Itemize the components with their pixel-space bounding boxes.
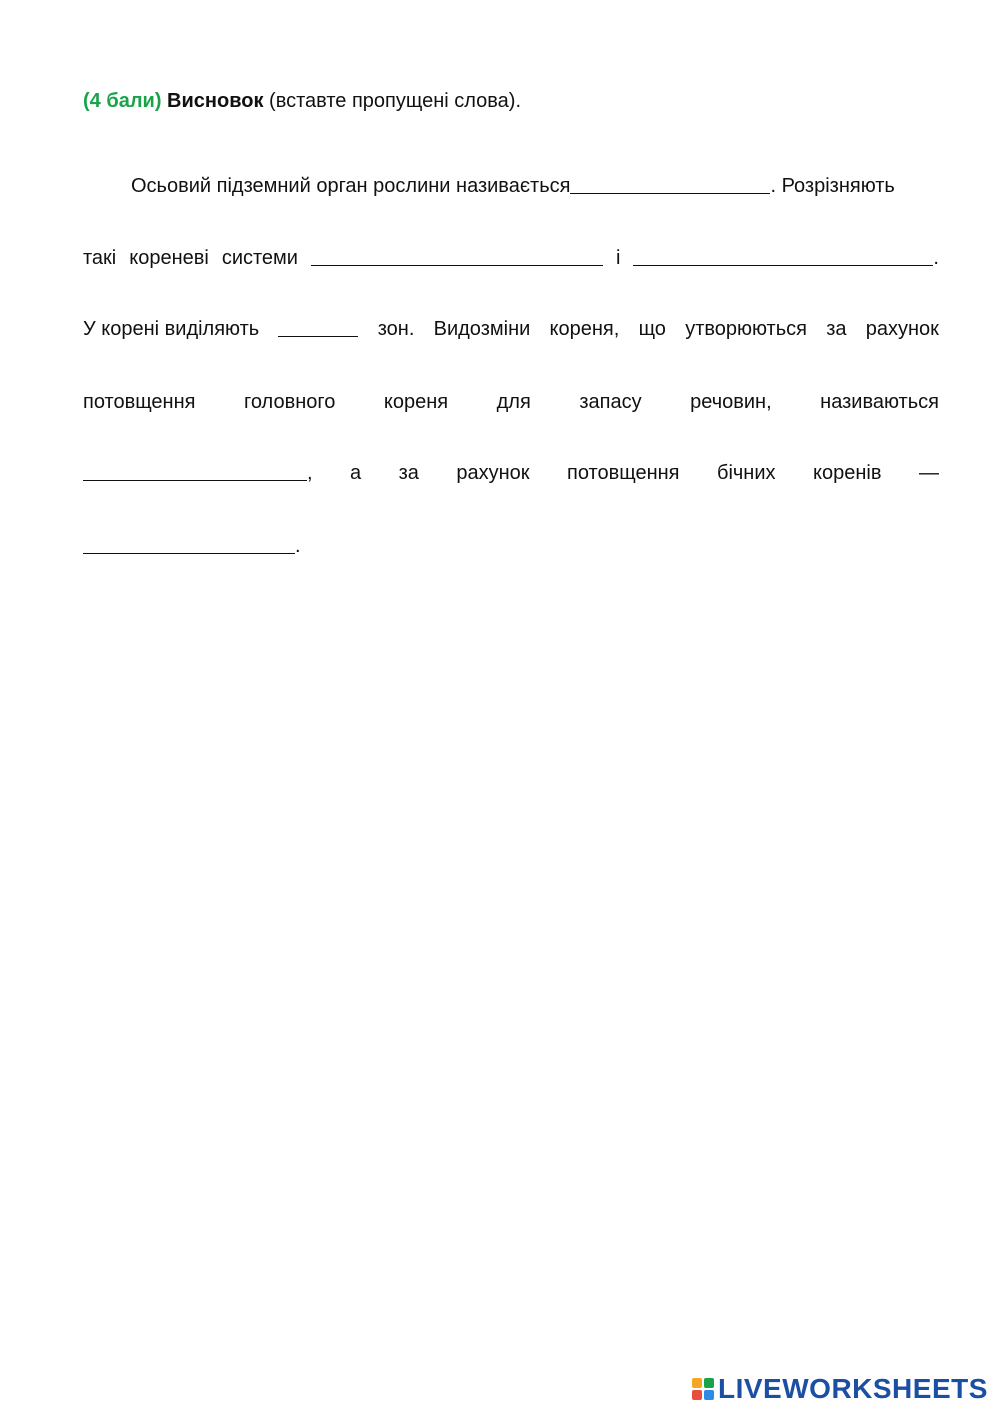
word: називаються xyxy=(820,391,939,413)
paragraph-line-4 xyxy=(83,389,939,415)
word: а xyxy=(350,462,362,484)
paragraph-line-2 xyxy=(83,245,939,271)
sentence-text: . Розрізняють xyxy=(770,175,895,197)
liveworksheets-brand[interactable] xyxy=(692,1372,988,1406)
word: за xyxy=(826,318,847,340)
word: бічних xyxy=(716,462,776,484)
answer-blank-5[interactable] xyxy=(83,462,307,481)
word: і xyxy=(615,247,621,269)
logo-square-blue xyxy=(704,1390,714,1400)
blank-with-comma xyxy=(83,460,313,486)
word: для xyxy=(496,391,531,413)
comma: , xyxy=(307,462,313,484)
word: рахунок xyxy=(865,318,939,340)
word: кореня xyxy=(383,391,449,413)
word: кореня, xyxy=(549,318,620,340)
word: утворюються xyxy=(685,318,807,340)
answer-blank-2[interactable] xyxy=(311,247,603,266)
period: . xyxy=(933,247,939,269)
word: У корені виділяють xyxy=(83,318,260,340)
paragraph-line-3 xyxy=(83,316,939,342)
word: потовщення xyxy=(83,391,196,413)
paragraph-line-6 xyxy=(83,533,939,559)
dash: — xyxy=(918,462,939,484)
word: рахунок xyxy=(456,462,530,484)
word: потовщення xyxy=(567,462,680,484)
word: що xyxy=(638,318,666,340)
word: головного xyxy=(244,391,336,413)
answer-blank-6[interactable] xyxy=(83,535,295,554)
task-title: Висновок xyxy=(167,90,264,112)
logo-square-green xyxy=(704,1378,714,1388)
brand-name: LIVEWORKSHEETS xyxy=(718,1373,988,1404)
points-label: (4 бали) xyxy=(83,90,162,112)
answer-blank-4[interactable] xyxy=(278,318,358,337)
word: такі xyxy=(83,247,117,269)
task-instruction: (вставте пропущені слова). xyxy=(269,90,522,112)
sentence-text: Осьовий підземний орган рослини називається xyxy=(131,175,571,197)
word: Видозміни xyxy=(433,318,531,340)
paragraph-line-1 xyxy=(83,173,939,199)
answer-blank-1[interactable] xyxy=(570,175,770,194)
logo-square-red xyxy=(692,1390,702,1400)
paragraph-line-5 xyxy=(83,460,939,486)
answer-blank-3[interactable] xyxy=(633,247,933,266)
word: кореневі xyxy=(129,247,209,269)
task-heading xyxy=(83,88,521,114)
word: коренів xyxy=(813,462,882,484)
word: речовин, xyxy=(690,391,772,413)
period: . xyxy=(295,535,301,557)
blank-with-period xyxy=(633,245,939,271)
word: запасу xyxy=(579,391,642,413)
word: системи xyxy=(221,247,298,269)
logo-square-orange xyxy=(692,1378,702,1388)
liveworksheets-logo-icon xyxy=(692,1378,714,1400)
word: за xyxy=(398,462,419,484)
word: зон. xyxy=(377,318,415,340)
